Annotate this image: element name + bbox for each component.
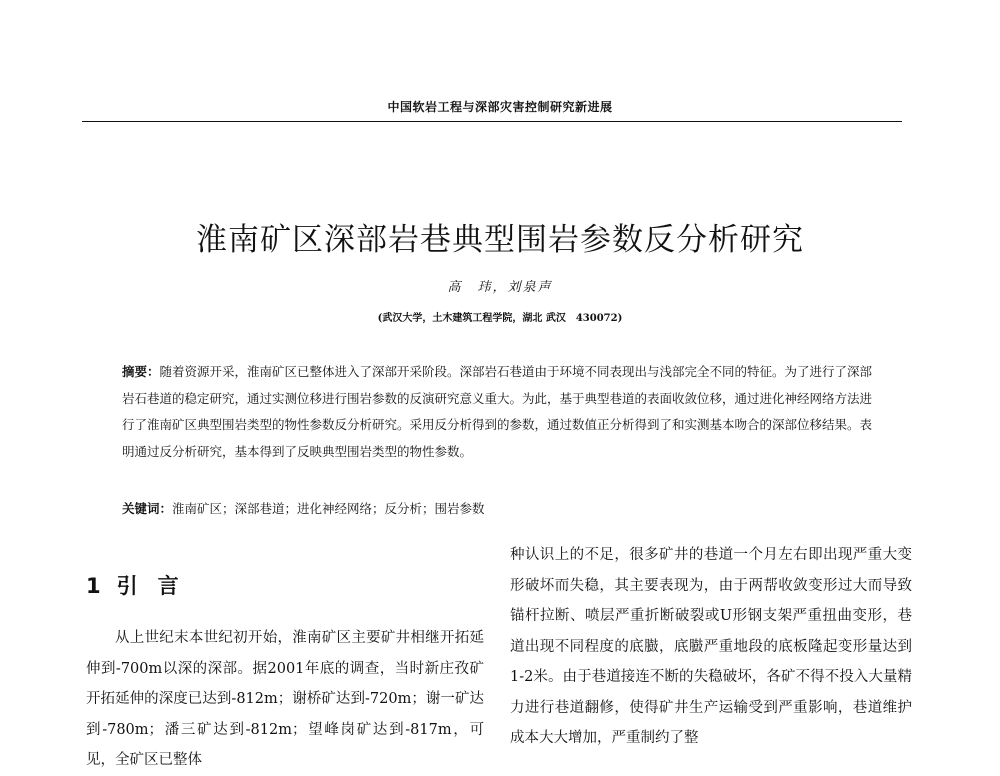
body-paragraph-continued: 种认识上的不足，很多矿井的巷道一个月左右即出现严重大变形破坏而失稳，其主要表现为，由于两帮收敛变形过大而导致锚杆拉断、喷层严重折断破裂或U形钢支架严重扭曲变形，巷道出现不同程度的底臌，底臌严重地段的底板隆起变形量达到1-2米。由于巷道接连不断的失稳破坏，各矿不得不投入大量精力进行巷道翻修，使得矿井生产运输受到严重影响，巷道维护成本大大增加，严重制约了整: [510, 547, 912, 746]
section-heading: [86, 570, 199, 600]
section-title: 引言: [116, 574, 199, 598]
body-right-column: [510, 540, 912, 754]
section-number: 1: [86, 574, 101, 598]
abstract: [122, 359, 874, 465]
paper-title: 淮南矿区深部岩巷典型围岩参数反分析研究: [196, 221, 804, 258]
keywords: [122, 496, 874, 522]
authors: 高 玮，刘泉声: [447, 280, 553, 295]
body-paragraph: 从上世纪末本世纪初开始，淮南矿区主要矿井相继开拓延伸到-700m以深的深部。据2001年底的调查，当时新庄孜矿开拓延伸的深度已达到-812m；谢桥矿达到-720m；谢一矿达到-780m；潘三矿达到-812m；望峰岗矿达到-817m，可见，全矿区已整体: [86, 630, 484, 768]
body-left-column: [86, 623, 484, 776]
keywords-label: 关键词：: [122, 501, 173, 516]
running-head: 中国软岩工程与深部灾害控制研究新进展: [387, 100, 613, 114]
abstract-label: 摘要：: [122, 364, 160, 379]
keywords-text: 淮南矿区；深部巷道；进化神经网络；反分析；围岩参数: [172, 501, 485, 516]
header-rule: [82, 121, 902, 122]
affiliation: (武汉大学，土木建筑工程学院，湖北 武汉 430072): [377, 313, 623, 324]
abstract-text: 随着资源开采，淮南矿区已整体进入了深部开采阶段。深部岩石巷道由于环境不同表现出与浅部完全不同的特征。为了进行了深部岩石巷道的稳定研究，通过实测位移进行围岩参数的反演研究意义重大。为此，基于典型巷道的表面收敛位移，通过进化神经网络方法进行了淮南矿区典型围岩类型的物性参数反分析研究。采用反分析得到的参数，通过数值正分析得到了和实测基本吻合的深部位移结果。表明通过反分析研究，基本得到了反映典型围岩类型的物性参数。: [122, 364, 873, 459]
